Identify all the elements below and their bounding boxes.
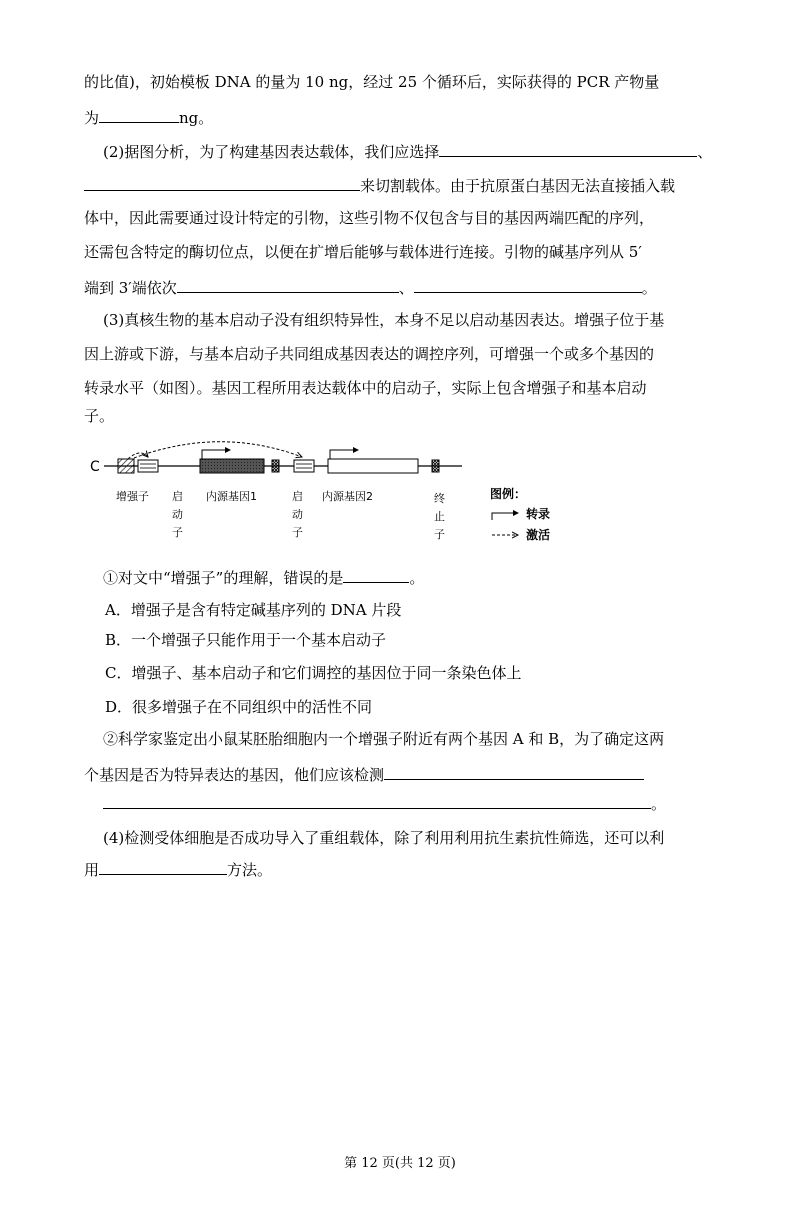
sub1-stem bbox=[103, 566, 424, 588]
legend-title: 图例： bbox=[490, 487, 527, 501]
promoter-1-label-3: 子 bbox=[172, 526, 183, 539]
sub2-line3 bbox=[103, 792, 666, 814]
promoter-1-label-2: 动 bbox=[172, 508, 183, 521]
terminator-label-1: 终 bbox=[434, 492, 445, 505]
option-d[interactable]: D．很多增强子在不同组织中的活性不同 bbox=[105, 698, 373, 716]
sub1-stem-post: 。 bbox=[409, 569, 425, 587]
q1-line1: 的比值)，初始模板 DNA 的量为 10 ng，经过 25 个循环后，实际获得的 PCR 产物量 bbox=[84, 73, 660, 91]
q3-line3: 转录水平（如图）。基因工程所用表达载体中的启动子，实际上包含增强子和基本启动 bbox=[84, 379, 647, 397]
answer-blank-sub2-a[interactable] bbox=[384, 763, 644, 780]
option-c[interactable]: C．增强子、基本启动子和它们调控的基因位于同一条染色体上 bbox=[105, 664, 522, 682]
option-b[interactable]: B．一个增强子只能作用于一个基本启动子 bbox=[105, 631, 387, 649]
q2-line1-pre: (2)据图分析，为了构建基因表达载体，我们应选择 bbox=[103, 143, 440, 161]
q1-line2-post: ng。 bbox=[179, 109, 214, 127]
q3-line2: 因上游或下游，与基本启动子共同组成基因表达的调控序列，可增强一个或多个基因的 bbox=[84, 345, 655, 363]
gene-1-box bbox=[200, 459, 264, 473]
q3-line1: (3)真核生物的基本启动子没有组织特异性，本身不足以启动基因表达。增强子位于基 bbox=[103, 311, 665, 329]
terminator-label-3: 子 bbox=[434, 528, 445, 541]
gene-2-label: 内源基因2 bbox=[322, 490, 373, 503]
page-footer: 第 12 页(共 12 页) bbox=[344, 1156, 456, 1171]
promoter-2-box bbox=[294, 460, 314, 472]
legend-transcription-icon bbox=[492, 513, 518, 520]
sub1-stem-pre: ①对文中“增强子”的理解，错误的是 bbox=[103, 569, 344, 587]
answer-blank-primer-1[interactable] bbox=[177, 276, 399, 293]
terminator-2-box bbox=[432, 460, 439, 472]
q1-line2-pre: 为 bbox=[84, 109, 100, 127]
q2-line5 bbox=[84, 276, 657, 298]
q2-line4: 还需包含特定的酶切位点，以便在扩增后能够与载体进行连接。引物的碱基序列从 5′ bbox=[84, 243, 642, 261]
q4-line2-post: 方法。 bbox=[227, 861, 273, 879]
answer-blank-pcr[interactable] bbox=[99, 106, 179, 123]
terminator-label-2: 止 bbox=[434, 510, 445, 523]
q2-line5-pre: 端到 3′端依次 bbox=[84, 279, 177, 297]
q4-line1: (4)检测受体细胞是否成功导入了重组载体，除了利用利用抗生素抗性筛选，还可以利 bbox=[103, 829, 665, 847]
legend-transcription-label: 转录 bbox=[526, 507, 551, 521]
promoter-2-label-3: 子 bbox=[292, 526, 303, 539]
promoter-1-box bbox=[138, 460, 158, 472]
answer-blank-enzyme-2[interactable] bbox=[84, 174, 360, 191]
q1-line2 bbox=[84, 106, 213, 128]
sub2-line2-pre: 个基因是否为特异表达的基因，他们应该检测 bbox=[84, 766, 385, 784]
transcription-arrow-1 bbox=[202, 450, 230, 459]
q4-line2-pre: 用 bbox=[84, 861, 100, 879]
gene-1-label: 内源基因1 bbox=[206, 490, 257, 503]
q2-line2-post: 来切割载体。由于抗原蛋白基因无法直接插入载 bbox=[360, 177, 676, 195]
chromosome-c-label: C bbox=[90, 459, 100, 475]
option-a[interactable]: A．增强子是含有特定碱基序列的 DNA 片段 bbox=[105, 601, 402, 619]
q4-line2 bbox=[84, 858, 272, 880]
answer-blank-primer-2[interactable] bbox=[414, 276, 642, 293]
q2-line5-post: 。 bbox=[641, 279, 657, 297]
enhancer-box bbox=[118, 459, 134, 473]
q2-line5-mid: 、 bbox=[398, 279, 414, 297]
gene-2-box bbox=[328, 459, 418, 473]
terminator-1-box bbox=[272, 460, 279, 472]
q2-line3: 体中，因此需要通过设计特定的引物，这些引物不仅包含与目的基因两端匹配的序列， bbox=[84, 209, 655, 227]
sub2-line1: ②科学家鉴定出小鼠某胚胎细胞内一个增强子附近有两个基因 A 和 B，为了确定这两 bbox=[103, 730, 665, 748]
promoter-1-label-1: 启 bbox=[172, 490, 183, 503]
q3-line4: 子。 bbox=[84, 407, 115, 425]
enhancer-diagram bbox=[90, 440, 590, 550]
legend-activation-label: 激活 bbox=[526, 528, 551, 542]
q2-line1 bbox=[103, 140, 712, 162]
q2-line1-post: 、 bbox=[697, 143, 713, 161]
sub2-line3-post: 。 bbox=[651, 795, 667, 813]
answer-blank-q4[interactable] bbox=[99, 858, 227, 875]
sub2-line2 bbox=[84, 763, 644, 785]
promoter-2-label-1: 启 bbox=[292, 490, 303, 503]
promoter-2-label-2: 动 bbox=[292, 508, 303, 521]
transcription-arrow-2 bbox=[330, 450, 358, 459]
answer-blank-sub1[interactable] bbox=[343, 566, 409, 583]
answer-blank-sub2-b[interactable] bbox=[103, 792, 651, 809]
enhancer-label: 增强子 bbox=[116, 490, 149, 503]
q2-line2 bbox=[84, 174, 675, 196]
answer-blank-enzyme-1[interactable] bbox=[439, 140, 697, 157]
